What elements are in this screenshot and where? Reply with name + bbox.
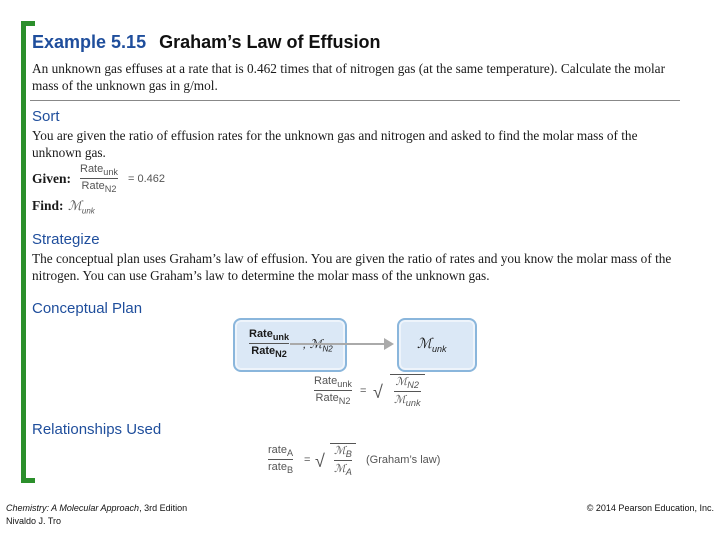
given-ratio: Rate$_{unk}$ Rate$_{N2}$: [80, 163, 119, 195]
relationship-equals: =: [304, 454, 311, 466]
relationship-sqrt-icon: √: [315, 451, 325, 471]
strategize-heading: Strategize: [32, 231, 100, 248]
sort-heading: Sort: [32, 108, 60, 125]
given-label: Given:: [32, 171, 71, 186]
conceptual-plan-heading: Conceptual Plan: [32, 300, 143, 317]
relationship-left: rate$_A$ rate$_B$: [268, 444, 294, 476]
plan-output-box: [397, 318, 477, 372]
find-symbol: ℳ$_{unk}$: [68, 198, 95, 216]
sort-text: You are given the ratio of effusion rates for the unknown gas and nitrogen and asked to find the molar mass of the unknown gas.: [32, 128, 638, 160]
footer-author: Nivaldo J. Tro: [6, 516, 62, 526]
example-number: Example 5.15: [32, 32, 147, 52]
plan-arrow: [290, 343, 388, 345]
problem-statement: An unknown gas effuses at a rate that is 0.462 times that of nitrogen gas (at the same temperature). Calculate the molar mass of the unknown gas in g/mol.: [32, 61, 666, 93]
plan-sqrt-icon: √: [373, 382, 383, 402]
plan-equals: =: [360, 385, 367, 397]
relationships-heading: Relationships Used: [32, 421, 162, 438]
plan-arrow-head: [384, 338, 394, 350]
footer-copyright: © 2014 Pearson Education, Inc.: [586, 503, 714, 513]
strategize-text: The conceptual plan uses Graham’s law of effusion. You are given the ratio of rates and you know the molar mass of the nitrogen. You can use Graham’s law to determine the molar mass of the unknown gas.: [32, 251, 672, 283]
plan-equation-right: ℳ$_{N2}$ ℳ$_{unk}$: [390, 374, 425, 408]
plan-input-box: [233, 318, 347, 372]
plan-output-symbol: ℳ$_{unk}$: [417, 335, 447, 354]
example-name: Graham’s Law of Effusion: [159, 32, 381, 52]
plan-input-ratio: Rate$_{unk}$ Rate$_{N2}$: [249, 328, 290, 360]
plan-equation-left: Rate$_{unk}$ Rate$_{N2}$: [314, 375, 353, 407]
divider: [30, 100, 680, 101]
find-label: Find:: [32, 198, 64, 213]
footer-book: Chemistry: A Molecular Approach, 3rd Edition: [6, 503, 188, 513]
given-value: = 0.462: [128, 173, 166, 185]
plan-input-molar-mass: , ℳ$_{N2}$: [303, 337, 333, 354]
relationship-right: ℳ$_B$ ℳ$_A$: [330, 443, 356, 477]
example-title: [32, 32, 380, 53]
relationship-note: (Graham’s law): [366, 454, 441, 466]
